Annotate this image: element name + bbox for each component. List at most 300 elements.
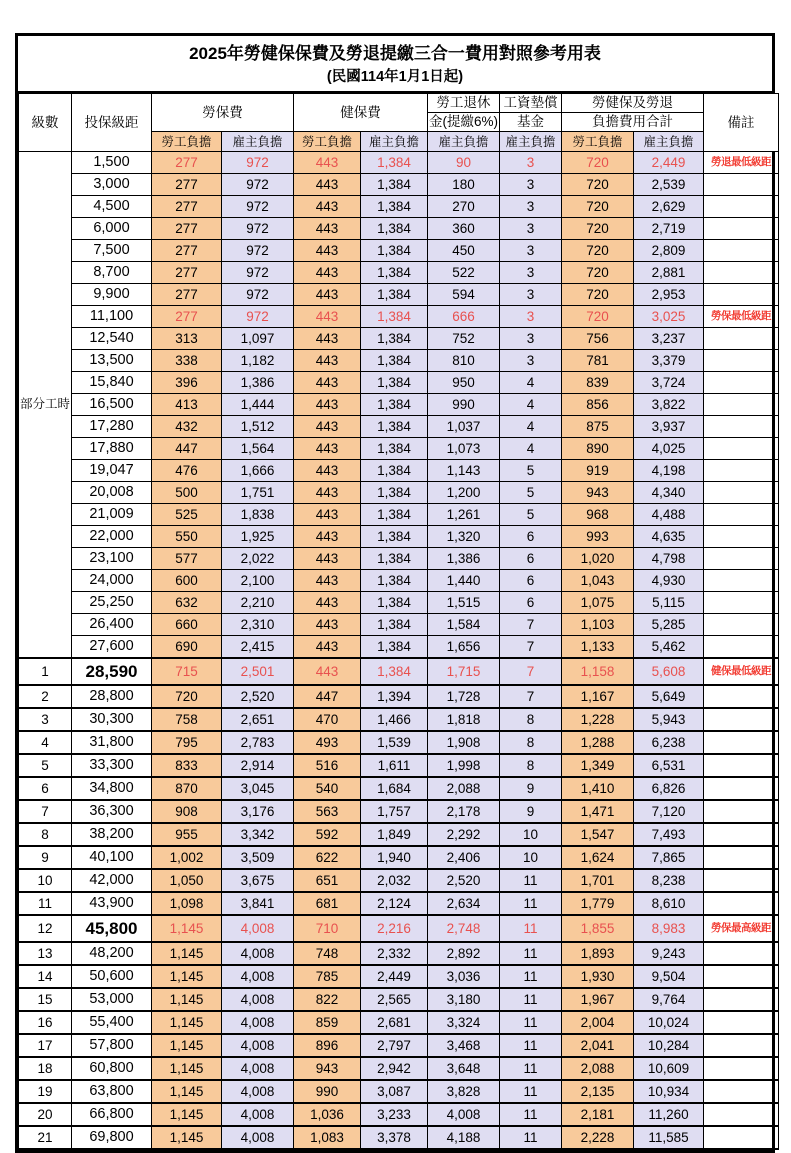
header-pension-line2: 金(提繳6%) <box>428 113 500 132</box>
cell-remark <box>704 526 779 548</box>
cell-bracket: 43,900 <box>72 892 152 915</box>
cell-remark <box>704 869 779 892</box>
cell-value: 1,228 <box>562 708 634 731</box>
cell-value: 1,908 <box>428 731 500 754</box>
cell-value: 1,320 <box>428 526 500 548</box>
cell-level: 6 <box>19 777 72 800</box>
cell-remark <box>704 592 779 614</box>
cell-value: 8,238 <box>634 869 704 892</box>
cell-remark <box>704 1080 779 1103</box>
cell-value: 180 <box>428 174 500 196</box>
cell-bracket: 66,800 <box>72 1103 152 1126</box>
cell-value: 993 <box>562 526 634 548</box>
cell-value: 443 <box>294 350 361 372</box>
cell-value: 3,233 <box>361 1103 428 1126</box>
cell-value: 690 <box>152 636 222 659</box>
header-total-line2: 負擔費用合計 <box>562 113 704 132</box>
cell-level: 11 <box>19 892 72 915</box>
cell-value: 11 <box>500 965 562 988</box>
cell-value: 1,893 <box>562 942 634 965</box>
cell-value: 8 <box>500 708 562 731</box>
cell-value: 2,520 <box>222 685 294 708</box>
cell-value: 540 <box>294 777 361 800</box>
table-row <box>19 988 779 1011</box>
cell-level: 10 <box>19 869 72 892</box>
cell-bracket: 69,800 <box>72 1126 152 1149</box>
table-body <box>19 152 779 1150</box>
cell-value: 2,942 <box>361 1057 428 1080</box>
cell-value: 3,724 <box>634 372 704 394</box>
cell-value: 4 <box>500 372 562 394</box>
cell-value: 447 <box>294 685 361 708</box>
cell-value: 1,384 <box>361 592 428 614</box>
cell-value: 90 <box>428 152 500 174</box>
cell-value: 9,764 <box>634 988 704 1011</box>
subheader-labor-employer: 雇主負擔 <box>222 132 294 152</box>
cell-remark <box>704 800 779 823</box>
cell-value: 9 <box>500 800 562 823</box>
cell-bracket: 55,400 <box>72 1011 152 1034</box>
cell-value: 443 <box>294 592 361 614</box>
cell-value: 443 <box>294 174 361 196</box>
reference-table <box>18 93 779 1150</box>
table-row <box>19 1080 779 1103</box>
cell-value: 1,145 <box>152 965 222 988</box>
cell-value: 5,462 <box>634 636 704 659</box>
cell-value: 3,025 <box>634 306 704 328</box>
cell-value: 972 <box>222 218 294 240</box>
cell-bracket: 36,300 <box>72 800 152 823</box>
cell-value: 1,145 <box>152 1126 222 1149</box>
cell-value: 443 <box>294 416 361 438</box>
cell-value: 748 <box>294 942 361 965</box>
table-row <box>19 394 779 416</box>
cell-value: 10,284 <box>634 1034 704 1057</box>
cell-value: 1,584 <box>428 614 500 636</box>
cell-value: 955 <box>152 823 222 846</box>
cell-value: 1,384 <box>361 350 428 372</box>
cell-value: 2,022 <box>222 548 294 570</box>
table-row <box>19 284 779 306</box>
cell-value: 277 <box>152 284 222 306</box>
cell-value: 3,841 <box>222 892 294 915</box>
cell-value: 360 <box>428 218 500 240</box>
cell-value: 1,930 <box>562 965 634 988</box>
cell-value: 810 <box>428 350 500 372</box>
cell-bracket: 6,000 <box>72 218 152 240</box>
cell-value: 2,914 <box>222 754 294 777</box>
cell-value: 822 <box>294 988 361 1011</box>
cell-value: 270 <box>428 196 500 218</box>
table-row <box>19 731 779 754</box>
cell-value: 7,120 <box>634 800 704 823</box>
cell-value: 6,826 <box>634 777 704 800</box>
table-row <box>19 240 779 262</box>
cell-value: 681 <box>294 892 361 915</box>
cell-value: 1,751 <box>222 482 294 504</box>
cell-remark <box>704 438 779 460</box>
cell-value: 4,930 <box>634 570 704 592</box>
cell-value: 2,881 <box>634 262 704 284</box>
cell-value: 1,384 <box>361 636 428 659</box>
cell-value: 3,237 <box>634 328 704 350</box>
cell-bracket: 53,000 <box>72 988 152 1011</box>
cell-value: 3,342 <box>222 823 294 846</box>
cell-bracket: 24,000 <box>72 570 152 592</box>
subheader-total-employer: 雇主負擔 <box>634 132 704 152</box>
cell-value: 9,504 <box>634 965 704 988</box>
cell-value: 3,324 <box>428 1011 500 1034</box>
table-row <box>19 800 779 823</box>
cell-level: 17 <box>19 1034 72 1057</box>
cell-value: 1,547 <box>562 823 634 846</box>
cell-value: 919 <box>562 460 634 482</box>
cell-value: 943 <box>562 482 634 504</box>
cell-value: 4,025 <box>634 438 704 460</box>
cell-value: 2,406 <box>428 846 500 869</box>
cell-value: 11 <box>500 915 562 942</box>
table-row <box>19 174 779 196</box>
cell-value: 500 <box>152 482 222 504</box>
cell-value: 450 <box>428 240 500 262</box>
cell-value: 516 <box>294 754 361 777</box>
cell-value: 3,828 <box>428 1080 500 1103</box>
cell-value: 5 <box>500 504 562 526</box>
table-row <box>19 869 779 892</box>
cell-value: 277 <box>152 218 222 240</box>
cell-value: 8,610 <box>634 892 704 915</box>
cell-value: 3 <box>500 174 562 196</box>
cell-remark <box>704 988 779 1011</box>
header-wage-fund-line1: 工資墊償 <box>500 94 562 113</box>
cell-value: 1,384 <box>361 526 428 548</box>
cell-value: 1,036 <box>294 1103 361 1126</box>
cell-value: 525 <box>152 504 222 526</box>
cell-bracket: 1,500 <box>72 152 152 174</box>
cell-value: 2,634 <box>428 892 500 915</box>
table-row <box>19 708 779 731</box>
cell-level: 19 <box>19 1080 72 1103</box>
cell-bracket: 17,280 <box>72 416 152 438</box>
cell-bracket: 28,800 <box>72 685 152 708</box>
cell-value: 3,176 <box>222 800 294 823</box>
cell-value: 1,384 <box>361 658 428 685</box>
cell-value: 3,822 <box>634 394 704 416</box>
cell-value: 1,037 <box>428 416 500 438</box>
cell-value: 856 <box>562 394 634 416</box>
cell-remark <box>704 823 779 846</box>
cell-value: 1,083 <box>294 1126 361 1149</box>
cell-value: 8,983 <box>634 915 704 942</box>
cell-value: 1,384 <box>361 284 428 306</box>
cell-remark <box>704 328 779 350</box>
cell-value: 781 <box>562 350 634 372</box>
cell-level: 4 <box>19 731 72 754</box>
cell-value: 6,238 <box>634 731 704 754</box>
cell-value: 839 <box>562 372 634 394</box>
cell-value: 1,440 <box>428 570 500 592</box>
table-row <box>19 846 779 869</box>
cell-value: 1,539 <box>361 731 428 754</box>
cell-value: 443 <box>294 262 361 284</box>
cell-value: 1,444 <box>222 394 294 416</box>
cell-value: 3 <box>500 196 562 218</box>
cell-level: 12 <box>19 915 72 942</box>
cell-value: 2,135 <box>562 1080 634 1103</box>
cell-value: 1,818 <box>428 708 500 731</box>
cell-value: 972 <box>222 284 294 306</box>
cell-value: 1,384 <box>361 460 428 482</box>
cell-remark <box>704 196 779 218</box>
cell-bracket: 38,200 <box>72 823 152 846</box>
cell-value: 10,024 <box>634 1011 704 1034</box>
cell-remark <box>704 460 779 482</box>
cell-value: 943 <box>294 1057 361 1080</box>
cell-remark <box>704 685 779 708</box>
header-bracket: 投保級距 <box>72 94 152 152</box>
cell-bracket: 33,300 <box>72 754 152 777</box>
cell-bracket: 30,300 <box>72 708 152 731</box>
table-row <box>19 460 779 482</box>
cell-value: 1,757 <box>361 800 428 823</box>
page-title: 2025年勞健保保費及勞退提繳三合一費用對照參考用表 <box>189 44 601 63</box>
cell-value: 1,349 <box>562 754 634 777</box>
cell-value: 11 <box>500 1080 562 1103</box>
cell-value: 2,032 <box>361 869 428 892</box>
cell-value: 3 <box>500 218 562 240</box>
table-row <box>19 1103 779 1126</box>
cell-value: 710 <box>294 915 361 942</box>
header-labor-fee: 勞保費 <box>152 94 294 132</box>
cell-value: 2,797 <box>361 1034 428 1057</box>
cell-value: 413 <box>152 394 222 416</box>
cell-bracket: 22,000 <box>72 526 152 548</box>
cell-bracket: 34,800 <box>72 777 152 800</box>
reference-table-container <box>15 33 775 1153</box>
cell-bracket: 25,250 <box>72 592 152 614</box>
cell-value: 4,008 <box>222 942 294 965</box>
cell-value: 5,943 <box>634 708 704 731</box>
cell-value: 522 <box>428 262 500 284</box>
cell-value: 1,103 <box>562 614 634 636</box>
cell-value: 476 <box>152 460 222 482</box>
table-row <box>19 416 779 438</box>
cell-value: 3,087 <box>361 1080 428 1103</box>
cell-value: 972 <box>222 262 294 284</box>
cell-value: 443 <box>294 438 361 460</box>
cell-remark <box>704 731 779 754</box>
cell-value: 6 <box>500 592 562 614</box>
table-row <box>19 504 779 526</box>
cell-value: 1,386 <box>222 372 294 394</box>
cell-bracket: 12,540 <box>72 328 152 350</box>
cell-value: 5 <box>500 482 562 504</box>
cell-value: 1,384 <box>361 504 428 526</box>
header-wage-fund-line2: 基金 <box>500 113 562 132</box>
cell-value: 443 <box>294 548 361 570</box>
cell-value: 443 <box>294 658 361 685</box>
cell-value: 5,608 <box>634 658 704 685</box>
header-level: 級數 <box>19 94 72 152</box>
cell-value: 11 <box>500 1034 562 1057</box>
cell-value: 4,008 <box>222 965 294 988</box>
cell-value: 720 <box>152 685 222 708</box>
cell-value: 1,384 <box>361 218 428 240</box>
cell-value: 3 <box>500 284 562 306</box>
table-row <box>19 754 779 777</box>
cell-value: 870 <box>152 777 222 800</box>
cell-remark <box>704 416 779 438</box>
cell-value: 2,449 <box>361 965 428 988</box>
cell-value: 1,288 <box>562 731 634 754</box>
cell-level: 7 <box>19 800 72 823</box>
cell-value: 5 <box>500 460 562 482</box>
cell-value: 2,041 <box>562 1034 634 1057</box>
subheader-wage-fund-employer: 雇主負擔 <box>500 132 562 152</box>
cell-value: 1,143 <box>428 460 500 482</box>
cell-value: 313 <box>152 328 222 350</box>
cell-value: 2,181 <box>562 1103 634 1126</box>
cell-value: 2,520 <box>428 869 500 892</box>
cell-value: 2,539 <box>634 174 704 196</box>
cell-value: 1,167 <box>562 685 634 708</box>
cell-value: 972 <box>222 240 294 262</box>
part-time-level-cell: 部分工時 <box>19 152 72 659</box>
table-row <box>19 438 779 460</box>
cell-level: 16 <box>19 1011 72 1034</box>
cell-value: 3,509 <box>222 846 294 869</box>
cell-value: 443 <box>294 526 361 548</box>
cell-value: 660 <box>152 614 222 636</box>
cell-value: 1,384 <box>361 240 428 262</box>
cell-value: 2,004 <box>562 1011 634 1034</box>
cell-bracket: 63,800 <box>72 1080 152 1103</box>
cell-value: 4,008 <box>222 1011 294 1034</box>
cell-value: 600 <box>152 570 222 592</box>
cell-value: 5,285 <box>634 614 704 636</box>
cell-bracket: 15,840 <box>72 372 152 394</box>
cell-bracket: 21,009 <box>72 504 152 526</box>
cell-bracket: 45,800 <box>72 915 152 942</box>
cell-value: 1,666 <box>222 460 294 482</box>
cell-value: 277 <box>152 240 222 262</box>
cell-value: 622 <box>294 846 361 869</box>
cell-level: 8 <box>19 823 72 846</box>
cell-value: 2,332 <box>361 942 428 965</box>
cell-remark: 勞退最低級距 <box>704 152 779 174</box>
cell-value: 3 <box>500 240 562 262</box>
cell-value: 2,292 <box>428 823 500 846</box>
cell-value: 493 <box>294 731 361 754</box>
cell-value: 1,145 <box>152 942 222 965</box>
cell-value: 6,531 <box>634 754 704 777</box>
cell-value: 1,384 <box>361 482 428 504</box>
cell-value: 11 <box>500 892 562 915</box>
cell-value: 1,158 <box>562 658 634 685</box>
header-total-line1: 勞健保及勞退 <box>562 94 704 113</box>
cell-value: 785 <box>294 965 361 988</box>
cell-value: 443 <box>294 394 361 416</box>
cell-bracket: 28,590 <box>72 658 152 685</box>
cell-remark <box>704 174 779 196</box>
cell-value: 3,468 <box>428 1034 500 1057</box>
cell-value: 6 <box>500 526 562 548</box>
cell-value: 277 <box>152 306 222 328</box>
table-row <box>19 152 779 174</box>
cell-value: 1,384 <box>361 262 428 284</box>
cell-value: 443 <box>294 240 361 262</box>
cell-remark <box>704 708 779 731</box>
cell-value: 1,020 <box>562 548 634 570</box>
cell-bracket: 7,500 <box>72 240 152 262</box>
cell-value: 1,097 <box>222 328 294 350</box>
cell-level: 21 <box>19 1126 72 1149</box>
cell-value: 4,008 <box>222 1126 294 1149</box>
cell-bracket: 31,800 <box>72 731 152 754</box>
cell-value: 443 <box>294 482 361 504</box>
cell-value: 1,261 <box>428 504 500 526</box>
cell-value: 4 <box>500 394 562 416</box>
cell-value: 3,180 <box>428 988 500 1011</box>
cell-value: 8 <box>500 731 562 754</box>
table-row <box>19 658 779 685</box>
cell-value: 4,008 <box>222 1080 294 1103</box>
cell-value: 2,415 <box>222 636 294 659</box>
cell-value: 2,681 <box>361 1011 428 1034</box>
cell-value: 3 <box>500 262 562 284</box>
cell-value: 2,100 <box>222 570 294 592</box>
cell-value: 10,609 <box>634 1057 704 1080</box>
cell-remark <box>704 754 779 777</box>
cell-value: 1,133 <box>562 636 634 659</box>
cell-value: 1,384 <box>361 438 428 460</box>
cell-remark <box>704 570 779 592</box>
cell-remark <box>704 548 779 570</box>
subheader-health-worker: 勞工負擔 <box>294 132 361 152</box>
cell-level: 3 <box>19 708 72 731</box>
cell-value: 2,449 <box>634 152 704 174</box>
cell-value: 11 <box>500 869 562 892</box>
cell-value: 3 <box>500 350 562 372</box>
cell-value: 11 <box>500 1057 562 1080</box>
cell-value: 968 <box>562 504 634 526</box>
cell-remark <box>704 504 779 526</box>
cell-value: 1,384 <box>361 548 428 570</box>
cell-value: 443 <box>294 614 361 636</box>
table-row <box>19 1126 779 1149</box>
table-row <box>19 350 779 372</box>
table-row <box>19 218 779 240</box>
cell-value: 5,649 <box>634 685 704 708</box>
cell-remark <box>704 614 779 636</box>
cell-value: 715 <box>152 658 222 685</box>
cell-bracket: 48,200 <box>72 942 152 965</box>
cell-remark <box>704 218 779 240</box>
cell-value: 277 <box>152 152 222 174</box>
table-row <box>19 823 779 846</box>
cell-value: 666 <box>428 306 500 328</box>
cell-level: 20 <box>19 1103 72 1126</box>
cell-value: 1,384 <box>361 174 428 196</box>
cell-value: 396 <box>152 372 222 394</box>
cell-bracket: 11,100 <box>72 306 152 328</box>
cell-value: 859 <box>294 1011 361 1034</box>
cell-value: 1,145 <box>152 1057 222 1080</box>
cell-remark: 勞保最高級距 <box>704 915 779 942</box>
cell-value: 720 <box>562 174 634 196</box>
cell-value: 972 <box>222 306 294 328</box>
cell-remark <box>704 942 779 965</box>
